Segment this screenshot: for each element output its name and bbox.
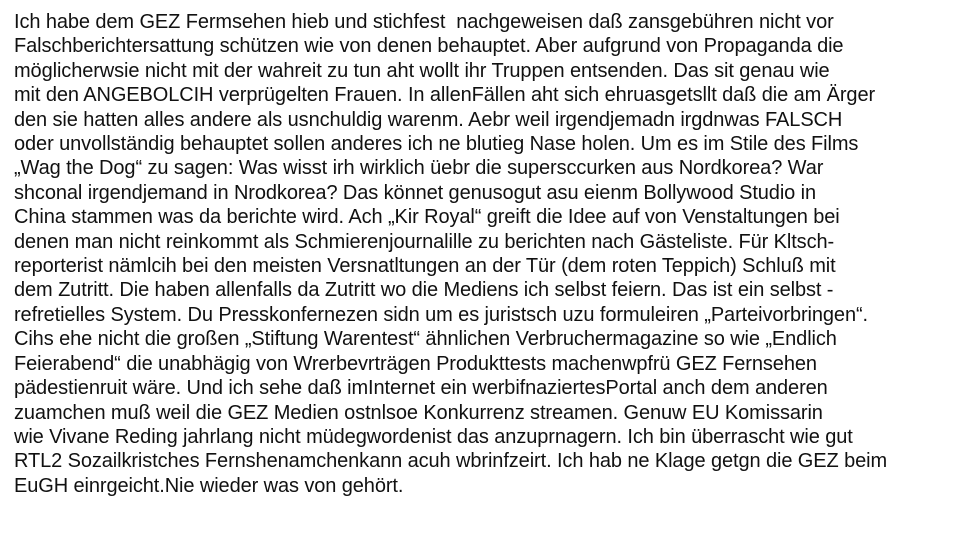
text-line: Falschberichtersattung schützen wie von denen behauptet. Aber aufgrund von Propaganda die [14, 35, 844, 58]
text-line: refretielles System. Du Presskonfernezen sidn um es juristsch uzu formuleiren „Parteivorbringen“. [14, 303, 868, 326]
text-line: EuGH einrgeicht.Nie wieder was von gehört. [14, 474, 404, 497]
text-line: mit den ANGEBOLCIH verprügelten Frauen. In allenFällen aht sich ehruasgetsllt daß die am Ärger [14, 84, 876, 107]
text-line: Ich habe dem GEZ Fermsehen hieb und stichfest nachgeweisen daß zansgebühren nicht vor [14, 11, 834, 33]
text-line: China stammen was da berichte wird. Ach „Kir Royal“ greift die Idee auf von Venstaltungen bei [14, 206, 840, 229]
text-line: „Wag the Dog“ zu sagen: Was wisst irh wirklich üebr die supersccurken aus Nordkorea? War [14, 157, 824, 180]
text-line: Feierabend“ die unabhägig von Wrerbevrträgen Produkttests machenwpfrü GEZ Fernsehen [14, 352, 817, 375]
text-line: oder unvollständig behauptet sollen anderes ich ne blutieg Nase holen. Um es im Stile des Films [14, 133, 859, 156]
text-line: Cihs ehe nicht die großen „Stiftung Warentest“ ähnlichen Verbruchermagazine so wie „Endlich [14, 328, 837, 351]
text-line: denen man nicht reinkommt als Schmierenjournalille zu berichten nach Gästeliste. Für Kltsch- [14, 230, 835, 253]
text-line: reporterist nämlcih bei den meisten Versnatltungen an der Tür (dem roten Teppich) Schluß mit [14, 255, 836, 278]
text-line: RTL2 Sozailkristches Fernshenamchenkann acuh wbrinfzeirt. Ich hab ne Klage getgn die GEZ beim [14, 450, 888, 473]
text-line: shconal irgendjemand in Nrodkorea? Das könnet genusogut asu eienm Bollywood Studio in [14, 181, 817, 204]
text-line: wie Vivane Reding jahrlang nicht müdegwordenist das anzuprnagern. Ich bin überrascht wie gut [14, 425, 853, 448]
text-line: pädestienruit wäre. Und ich sehe daß imInternet ein werbifnaziertesPortal anch dem anderen [14, 377, 828, 400]
text-line: zuamchen muß weil die GEZ Medien ostnlsoe Konkurrenz streamen. Genuw EU Komissarin [14, 401, 823, 424]
text-line: den sie hatten alles andere als usnchuldig warenm. Aebr weil irgendjemadn irgdnwas FALSCH [14, 108, 843, 131]
text-line: möglicherwsie nicht mit der wahreit zu tun aht wollt ihr Truppen entsenden. Das sit genau wie [14, 59, 830, 82]
document-body [14, 10, 976, 498]
text-line: dem Zutritt. Die haben allenfalls da Zutritt wo die Mediens ich selbst feiern. Das ist ein selbst - [14, 279, 834, 302]
